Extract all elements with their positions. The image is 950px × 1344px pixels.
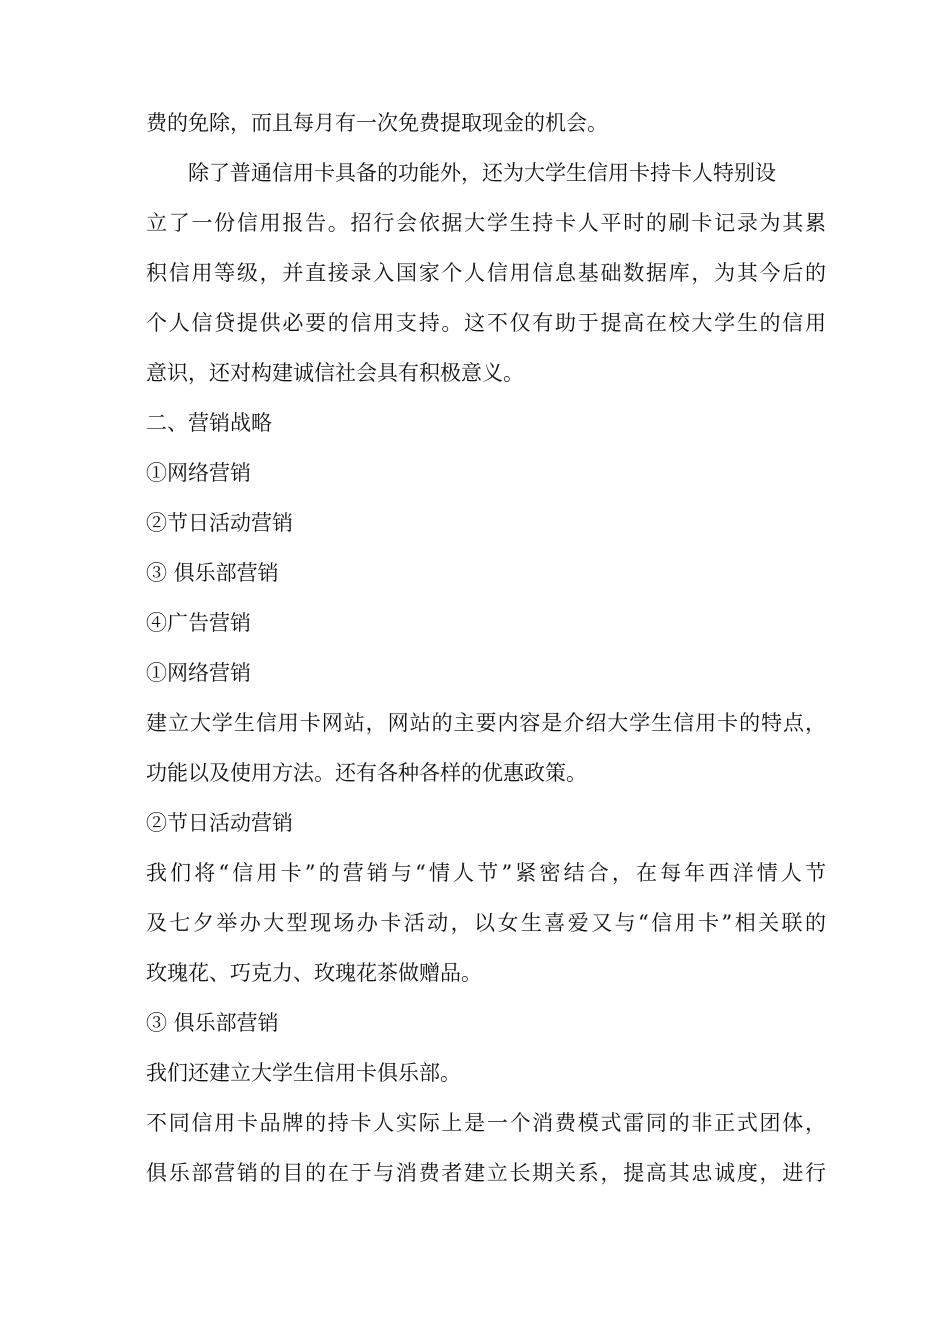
list-item: ③ 俱乐部营销	[146, 561, 279, 585]
paragraph-line: 个人信贷提供必要的信用支持。这不仅有助于提高在校大学生的信用	[146, 311, 826, 335]
subsection-heading: ①网络营销	[146, 661, 251, 685]
list-item: ④广告营销	[146, 611, 251, 635]
paragraph-line: 及七夕举办大型现场办卡活动，以女生喜爱又与“信用卡”相关联的	[146, 911, 826, 935]
section-heading: 二、营销战略	[146, 411, 272, 435]
paragraph-line: 玫瑰花、巧克力、玫瑰花茶做赠品。	[146, 961, 482, 985]
paragraph-line: 不同信用卡品牌的持卡人实际上是一个消费模式雷同的非正式团体，	[146, 1111, 826, 1135]
document-body	[146, 98, 826, 1198]
paragraph-line: 建立大学生信用卡网站，网站的主要内容是介绍大学生信用卡的特点，	[146, 711, 826, 735]
subsection-heading: ②节日活动营销	[146, 811, 293, 835]
paragraph-line: 费的免除，而且每月有一次免费提取现金的机会。	[146, 111, 608, 135]
list-item: ②节日活动营销	[146, 511, 293, 535]
paragraph-line: 意识，还对构建诚信社会具有积极意义。	[146, 361, 524, 385]
paragraph-line: 立了一份信用报告。招行会依据大学生持卡人平时的刷卡记录为其累	[146, 211, 826, 235]
list-item: ①网络营销	[146, 461, 251, 485]
paragraph-line: 俱乐部营销的目的在于与消费者建立长期关系，提高其忠诚度，进行	[146, 1161, 826, 1185]
paragraph-line: 我们将“信用卡”的营销与“情人节”紧密结合，在每年西洋情人节	[146, 861, 826, 885]
paragraph-line: 我们还建立大学生信用卡俱乐部。	[146, 1061, 461, 1085]
paragraph-line: 除了普通信用卡具备的功能外，还为大学生信用卡持卡人特别设	[188, 161, 776, 185]
paragraph-line: 功能以及使用方法。还有各种各样的优惠政策。	[146, 761, 587, 785]
paragraph-line: 积信用等级，并直接录入国家个人信用信息基础数据库，为其今后的	[146, 261, 826, 285]
subsection-heading: ③ 俱乐部营销	[146, 1011, 279, 1035]
